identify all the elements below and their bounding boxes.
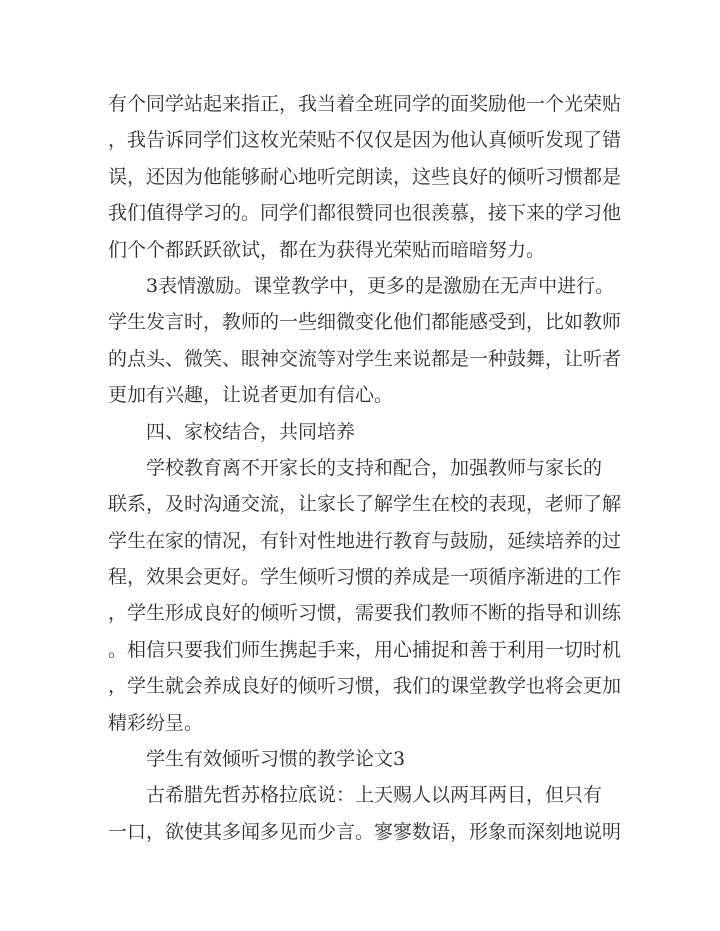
document-body xyxy=(108,86,622,850)
section-heading: 四、家校结合，共同培养 xyxy=(146,420,356,443)
text-line: 精彩纷呈。 xyxy=(108,711,204,734)
text-line: ，学生就会养成良好的倾听习惯，我们的课堂教学也将会更加 xyxy=(108,675,622,698)
text-line: 误，还因为他能够耐心地听完朗读，这些良好的倾听习惯都是 xyxy=(108,165,622,188)
article-title: 学生有效倾听习惯的教学论文3 xyxy=(146,748,406,771)
text-line: 我们值得学习的。同学们都很赞同也很羡慕，接下来的学习他 xyxy=(108,202,622,225)
paragraph-start-line: 学校教育离不开家长的支持和配合，加强教师与家长的 xyxy=(146,456,603,479)
paragraph-start-line: 3表情激励。课堂教学中，更多的是激励在无声中进行。 xyxy=(146,274,615,297)
text-line: 更加有兴趣，让说者更加有信心。 xyxy=(108,384,394,407)
text-line: 学生在家的情况，有针对性地进行教育与鼓励，延续培养的过 xyxy=(108,529,622,552)
text-line: 。相信只要我们师生携起手来，用心捕捉和善于利用一切时机 xyxy=(108,638,622,661)
text-line: 一口，欲使其多闻多见而少言。寥寥数语，形象而深刻地说明 xyxy=(108,820,622,843)
paragraph-start-line: 古希腊先哲苏格拉底说：上天赐人以两耳两目，但只有 xyxy=(146,784,603,807)
text-line: 程，效果会更好。学生倾听习惯的养成是一项循序渐进的工作 xyxy=(108,566,622,589)
text-line: ，我告诉同学们这枚光荣贴不仅仅是因为他认真倾听发现了错 xyxy=(108,129,622,152)
text-line: 们个个都跃跃欲试，都在为获得光荣贴而暗暗努力。 xyxy=(108,238,546,261)
text-line: 联系，及时沟通交流，让家长了解学生在校的表现，老师了解 xyxy=(108,493,622,516)
text-line: 有个同学站起来指正，我当着全班同学的面奖励他一个光荣贴 xyxy=(108,93,622,115)
text-line: ，学生形成良好的倾听习惯，需要我们教师不断的指导和训练 xyxy=(108,602,622,625)
text-line: 学生发言时，教师的一些细微变化他们都能感受到，比如教师 xyxy=(108,311,622,334)
text-line: 的点头、微笑、眼神交流等对学生来说都是一种鼓舞，让听者 xyxy=(108,347,622,370)
